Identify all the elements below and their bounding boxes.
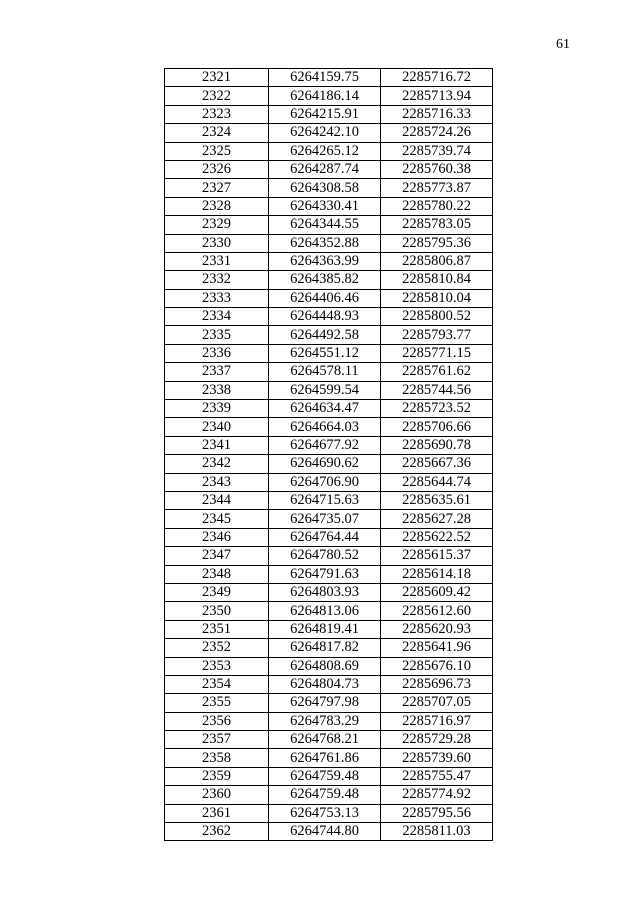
x-coordinate-cell: 6264797.98 [269, 694, 381, 712]
x-coordinate-cell: 6264448.93 [269, 308, 381, 326]
x-coordinate-cell: 6264265.12 [269, 142, 381, 160]
y-coordinate-cell: 2285744.56 [381, 381, 493, 399]
point-number-cell: 2328 [165, 197, 269, 215]
point-number-cell: 2356 [165, 712, 269, 730]
x-coordinate-cell: 6264744.80 [269, 823, 381, 841]
point-number-cell: 2332 [165, 271, 269, 289]
y-coordinate-cell: 2285716.97 [381, 712, 493, 730]
x-coordinate-cell: 6264677.92 [269, 436, 381, 454]
y-coordinate-cell: 2285795.56 [381, 804, 493, 822]
x-coordinate-cell: 6264819.41 [269, 620, 381, 638]
x-coordinate-cell: 6264813.06 [269, 602, 381, 620]
x-coordinate-cell: 6264599.54 [269, 381, 381, 399]
y-coordinate-cell: 2285667.36 [381, 455, 493, 473]
y-coordinate-cell: 2285774.92 [381, 786, 493, 804]
point-number-cell: 2334 [165, 308, 269, 326]
table-row [165, 252, 493, 270]
y-coordinate-cell: 2285609.42 [381, 583, 493, 601]
table-row [165, 731, 493, 749]
y-coordinate-cell: 2285622.52 [381, 528, 493, 546]
x-coordinate-cell: 6264759.48 [269, 767, 381, 785]
x-coordinate-cell: 6264768.21 [269, 731, 381, 749]
table-row [165, 620, 493, 638]
x-coordinate-cell: 6264761.86 [269, 749, 381, 767]
x-coordinate-cell: 6264664.03 [269, 418, 381, 436]
table-row [165, 179, 493, 197]
x-coordinate-cell: 6264287.74 [269, 160, 381, 178]
y-coordinate-cell: 2285713.94 [381, 87, 493, 105]
x-coordinate-cell: 6264804.73 [269, 675, 381, 693]
y-coordinate-cell: 2285810.84 [381, 271, 493, 289]
x-coordinate-cell: 6264791.63 [269, 565, 381, 583]
x-coordinate-cell: 6264352.88 [269, 234, 381, 252]
table-row [165, 124, 493, 142]
point-number-cell: 2358 [165, 749, 269, 767]
y-coordinate-cell: 2285676.10 [381, 657, 493, 675]
x-coordinate-cell: 6264492.58 [269, 326, 381, 344]
y-coordinate-cell: 2285716.33 [381, 105, 493, 123]
table-row [165, 455, 493, 473]
point-number-cell: 2337 [165, 363, 269, 381]
y-coordinate-cell: 2285723.52 [381, 400, 493, 418]
table-row [165, 639, 493, 657]
table-row [165, 326, 493, 344]
point-number-cell: 2343 [165, 473, 269, 491]
coordinates-table-body [165, 69, 493, 841]
point-number-cell: 2348 [165, 565, 269, 583]
y-coordinate-cell: 2285729.28 [381, 731, 493, 749]
table-row [165, 216, 493, 234]
table-row [165, 234, 493, 252]
point-number-cell: 2354 [165, 675, 269, 693]
point-number-cell: 2342 [165, 455, 269, 473]
table-row [165, 363, 493, 381]
x-coordinate-cell: 6264551.12 [269, 344, 381, 362]
x-coordinate-cell: 6264634.47 [269, 400, 381, 418]
point-number-cell: 2341 [165, 436, 269, 454]
table-row [165, 105, 493, 123]
x-coordinate-cell: 6264817.82 [269, 639, 381, 657]
x-coordinate-cell: 6264385.82 [269, 271, 381, 289]
y-coordinate-cell: 2285793.77 [381, 326, 493, 344]
table-row [165, 491, 493, 509]
x-coordinate-cell: 6264780.52 [269, 547, 381, 565]
table-row [165, 547, 493, 565]
x-coordinate-cell: 6264363.99 [269, 252, 381, 270]
x-coordinate-cell: 6264759.48 [269, 786, 381, 804]
point-number-cell: 2321 [165, 69, 269, 87]
point-number-cell: 2350 [165, 602, 269, 620]
table-row [165, 418, 493, 436]
point-number-cell: 2361 [165, 804, 269, 822]
y-coordinate-cell: 2285716.72 [381, 69, 493, 87]
point-number-cell: 2329 [165, 216, 269, 234]
table-row [165, 473, 493, 491]
x-coordinate-cell: 6264753.13 [269, 804, 381, 822]
table-row [165, 510, 493, 528]
y-coordinate-cell: 2285806.87 [381, 252, 493, 270]
table-row [165, 602, 493, 620]
point-number-cell: 2344 [165, 491, 269, 509]
x-coordinate-cell: 6264803.93 [269, 583, 381, 601]
y-coordinate-cell: 2285771.15 [381, 344, 493, 362]
table-row [165, 823, 493, 841]
x-coordinate-cell: 6264735.07 [269, 510, 381, 528]
y-coordinate-cell: 2285811.03 [381, 823, 493, 841]
point-number-cell: 2327 [165, 179, 269, 197]
x-coordinate-cell: 6264159.75 [269, 69, 381, 87]
y-coordinate-cell: 2285800.52 [381, 308, 493, 326]
table-row [165, 786, 493, 804]
x-coordinate-cell: 6264215.91 [269, 105, 381, 123]
point-number-cell: 2355 [165, 694, 269, 712]
table-row [165, 381, 493, 399]
table-row [165, 271, 493, 289]
point-number-cell: 2324 [165, 124, 269, 142]
table-row [165, 160, 493, 178]
y-coordinate-cell: 2285635.61 [381, 491, 493, 509]
y-coordinate-cell: 2285810.04 [381, 289, 493, 307]
x-coordinate-cell: 6264783.29 [269, 712, 381, 730]
y-coordinate-cell: 2285690.78 [381, 436, 493, 454]
y-coordinate-cell: 2285795.36 [381, 234, 493, 252]
y-coordinate-cell: 2285641.96 [381, 639, 493, 657]
table-row [165, 400, 493, 418]
y-coordinate-cell: 2285761.62 [381, 363, 493, 381]
x-coordinate-cell: 6264578.11 [269, 363, 381, 381]
table-row [165, 436, 493, 454]
x-coordinate-cell: 6264706.90 [269, 473, 381, 491]
point-number-cell: 2339 [165, 400, 269, 418]
x-coordinate-cell: 6264406.46 [269, 289, 381, 307]
x-coordinate-cell: 6264308.58 [269, 179, 381, 197]
point-number-cell: 2345 [165, 510, 269, 528]
y-coordinate-cell: 2285739.60 [381, 749, 493, 767]
table-row [165, 528, 493, 546]
table-row [165, 197, 493, 215]
table-row [165, 583, 493, 601]
table-row [165, 565, 493, 583]
y-coordinate-cell: 2285724.26 [381, 124, 493, 142]
y-coordinate-cell: 2285644.74 [381, 473, 493, 491]
y-coordinate-cell: 2285780.22 [381, 197, 493, 215]
point-number-cell: 2359 [165, 767, 269, 785]
table-row [165, 308, 493, 326]
table-row [165, 142, 493, 160]
point-number-cell: 2326 [165, 160, 269, 178]
point-number-cell: 2323 [165, 105, 269, 123]
table-row [165, 694, 493, 712]
point-number-cell: 2352 [165, 639, 269, 657]
point-number-cell: 2336 [165, 344, 269, 362]
point-number-cell: 2353 [165, 657, 269, 675]
y-coordinate-cell: 2285783.05 [381, 216, 493, 234]
table-row [165, 712, 493, 730]
table-row [165, 87, 493, 105]
x-coordinate-cell: 6264330.41 [269, 197, 381, 215]
point-number-cell: 2357 [165, 731, 269, 749]
table-row [165, 657, 493, 675]
table-row [165, 767, 493, 785]
x-coordinate-cell: 6264808.69 [269, 657, 381, 675]
point-number-cell: 2325 [165, 142, 269, 160]
y-coordinate-cell: 2285620.93 [381, 620, 493, 638]
table-row [165, 289, 493, 307]
coordinates-table [164, 68, 493, 841]
y-coordinate-cell: 2285615.37 [381, 547, 493, 565]
point-number-cell: 2331 [165, 252, 269, 270]
x-coordinate-cell: 6264242.10 [269, 124, 381, 142]
y-coordinate-cell: 2285760.38 [381, 160, 493, 178]
point-number-cell: 2330 [165, 234, 269, 252]
point-number-cell: 2351 [165, 620, 269, 638]
table-row [165, 344, 493, 362]
point-number-cell: 2362 [165, 823, 269, 841]
point-number-cell: 2340 [165, 418, 269, 436]
y-coordinate-cell: 2285706.66 [381, 418, 493, 436]
x-coordinate-cell: 6264715.63 [269, 491, 381, 509]
point-number-cell: 2335 [165, 326, 269, 344]
table-row [165, 749, 493, 767]
point-number-cell: 2347 [165, 547, 269, 565]
point-number-cell: 2349 [165, 583, 269, 601]
page-number: 61 [556, 37, 570, 52]
x-coordinate-cell: 6264690.62 [269, 455, 381, 473]
table-row [165, 804, 493, 822]
point-number-cell: 2360 [165, 786, 269, 804]
y-coordinate-cell: 2285707.05 [381, 694, 493, 712]
table-row [165, 69, 493, 87]
y-coordinate-cell: 2285612.60 [381, 602, 493, 620]
point-number-cell: 2322 [165, 87, 269, 105]
point-number-cell: 2333 [165, 289, 269, 307]
point-number-cell: 2346 [165, 528, 269, 546]
x-coordinate-cell: 6264764.44 [269, 528, 381, 546]
y-coordinate-cell: 2285614.18 [381, 565, 493, 583]
y-coordinate-cell: 2285627.28 [381, 510, 493, 528]
x-coordinate-cell: 6264344.55 [269, 216, 381, 234]
y-coordinate-cell: 2285773.87 [381, 179, 493, 197]
y-coordinate-cell: 2285739.74 [381, 142, 493, 160]
table-row [165, 675, 493, 693]
x-coordinate-cell: 6264186.14 [269, 87, 381, 105]
point-number-cell: 2338 [165, 381, 269, 399]
y-coordinate-cell: 2285755.47 [381, 767, 493, 785]
y-coordinate-cell: 2285696.73 [381, 675, 493, 693]
